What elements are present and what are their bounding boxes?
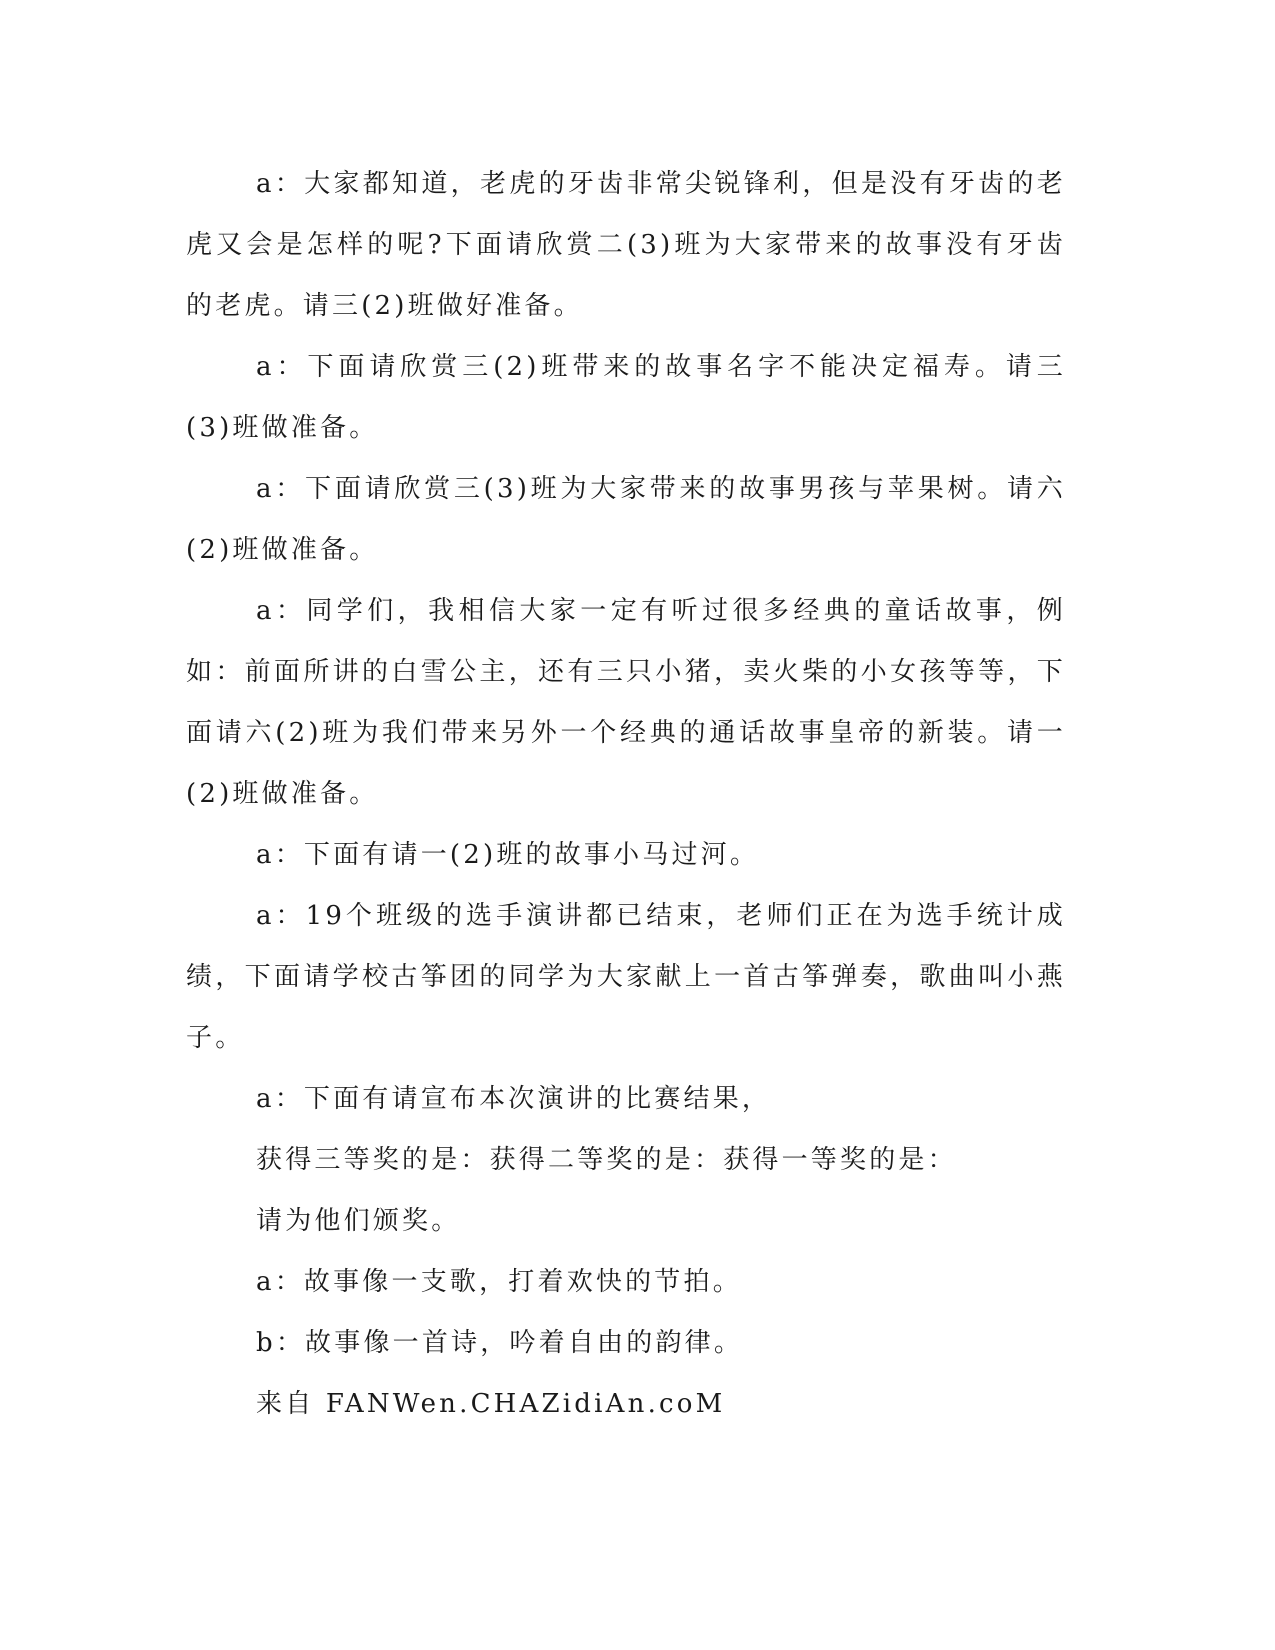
paragraph-toothless-tiger: a：大家都知道，老虎的牙齿非常尖锐锋利，但是没有牙齿的老虎又会是怎样的呢?下面请欣赏二(3)班为大家带来的故事没有牙齿的老虎。请三(2)班做好准备。 bbox=[186, 169, 1066, 321]
paragraph-boy-apple-tree: a：下面请欣赏三(3)班为大家带来的故事男孩与苹果树。请六(2)班做准备。 bbox=[186, 474, 1066, 565]
paragraph-guzheng-performance: a：19个班级的选手演讲都已结束，老师们正在为选手统计成绩，下面请学校古筝团的同学为大家献上一首古筝弹奏，歌曲叫小燕子。 bbox=[186, 901, 1066, 1053]
line-prize-winners: 获得三等奖的是：获得二等奖的是：获得一等奖的是： bbox=[256, 1145, 957, 1175]
source-credit: 来自 FANWen.CHAZidiAn.coM bbox=[256, 1389, 726, 1419]
paragraph-emperor-new-clothes: a：同学们，我相信大家一定有听过很多经典的童话故事，例如：前面所讲的白雪公主，还有三只小猪，卖火柴的小女孩等等，下面请六(2)班为我们带来另外一个经典的通话故事皇帝的新装。请一(2)班做准备。 bbox=[186, 596, 1066, 809]
line-story-song: a：故事像一支歌，打着欢快的节拍。 bbox=[256, 1267, 742, 1297]
line-award-ceremony: 请为他们颁奖。 bbox=[256, 1206, 461, 1236]
paragraph-announce-results: a：下面有请宣布本次演讲的比赛结果， bbox=[256, 1084, 772, 1114]
paragraph-pony-crossing-river: a：下面有请一(2)班的故事小马过河。 bbox=[256, 840, 760, 870]
paragraph-name-fortune: a：下面请欣赏三(2)班带来的故事名字不能决定福寿。请三(3)班做准备。 bbox=[186, 352, 1066, 443]
line-story-poem: b：故事像一首诗，吟着自由的韵律。 bbox=[256, 1328, 744, 1358]
document-body bbox=[186, 154, 1066, 1435]
